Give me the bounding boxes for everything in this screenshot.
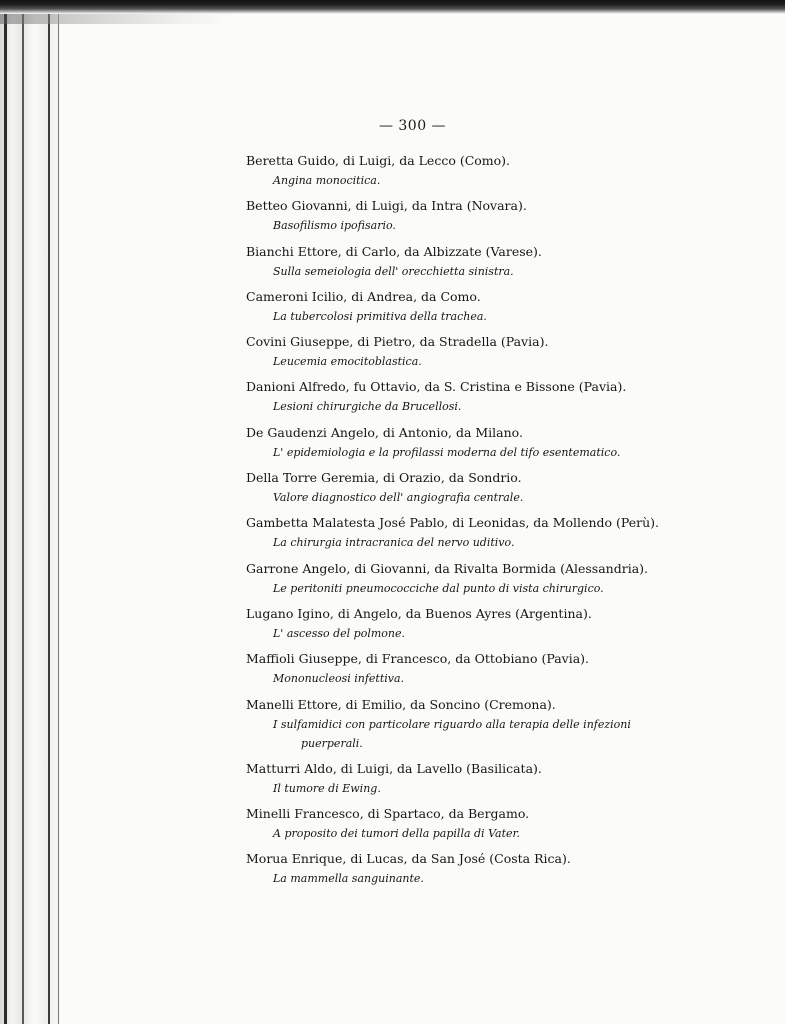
- thesis-title: I sulfamidici con particolare riguardo alla terapia delle infezioni: [273, 717, 631, 731]
- thesis-title: L' ascesso del polmone.: [273, 626, 405, 640]
- author-line: Covini Giuseppe, di Pietro, da Stradella (Pavia).: [246, 334, 549, 350]
- author-line: Cameroni Icilio, di Andrea, da Como.: [246, 288, 481, 304]
- list-item: [246, 423, 686, 468]
- list-item: [246, 804, 686, 849]
- thesis-title: La tubercolosi primitiva della trachea.: [273, 309, 487, 323]
- author-line: Garrone Angelo, di Giovanni, da Rivalta Bormida (Alessandria).: [246, 560, 648, 576]
- list-item: [246, 377, 686, 422]
- list-item: [246, 604, 686, 649]
- list-item: [246, 151, 686, 196]
- thesis-title: Angina monocitica.: [273, 174, 381, 187]
- list-item: [246, 332, 686, 377]
- thesis-title: Il tumore di Ewing.: [273, 781, 381, 795]
- thesis-title: A proposito dei tumori della papilla di Vater.: [273, 826, 521, 840]
- thesis-title: Le peritoniti pneumococciche dal punto di vista chirurgico.: [273, 581, 604, 595]
- binding-shadow-line: [48, 0, 50, 1024]
- list-item: [246, 695, 686, 759]
- thesis-title-block: [246, 715, 686, 753]
- author-line: De Gaudenzi Angelo, di Antonio, da Milano.: [246, 424, 523, 440]
- list-item: [246, 849, 686, 894]
- page-top-edge-shadow: [0, 0, 785, 14]
- thesis-title: Basofilismo ipofisario.: [273, 219, 396, 233]
- author-line: Minelli Francesco, di Spartaco, da Bergamo.: [246, 805, 530, 821]
- author-line: Maffioli Giuseppe, di Francesco, da Ottobiano (Pavia).: [246, 651, 590, 667]
- list-item: [246, 242, 686, 287]
- page-number: — 300 —: [378, 118, 447, 134]
- author-line: Matturri Aldo, di Luigi, da Lavello (Basilicata).: [246, 760, 542, 776]
- author-line: Morua Enrique, di Lucas, da San José (Costa Rica).: [246, 851, 571, 867]
- author-line: Lugano Igino, di Angelo, da Buenos Ayres (Argentina).: [246, 605, 592, 621]
- thesis-title: La chirurgia intracranica del nervo uditivo.: [273, 536, 515, 550]
- list-item: [246, 759, 686, 804]
- list-item: [246, 513, 686, 558]
- list-item: [246, 468, 686, 513]
- thesis-title: Valore diagnostico dell' angiografia centrale.: [273, 491, 524, 505]
- thesis-title: L' epidemiologia e la profilassi moderna del tifo esentematico.: [273, 445, 621, 459]
- author-line: Beretta Guido, di Luigi, da Lecco (Como).: [246, 153, 511, 168]
- thesis-title: Lesioni chirurgiche da Brucellosi.: [273, 400, 462, 414]
- binding-shadow-line: [58, 0, 59, 1024]
- list-item: [246, 287, 686, 332]
- page-top-edge-fade: [0, 14, 230, 24]
- list-item: [246, 649, 686, 694]
- author-line: Gambetta Malatesta José Pablo, di Leonidas, da Mollendo (Perù).: [246, 515, 660, 531]
- thesis-title: La mammella sanguinante.: [273, 872, 424, 886]
- list-item: [246, 559, 686, 604]
- book-binding-edge: [0, 0, 60, 1024]
- binding-shadow-line: [4, 0, 7, 1024]
- thesis-title: Sulla semeiologia dell' orecchietta sinistra.: [273, 264, 514, 278]
- author-line: Della Torre Geremia, di Orazio, da Sondrio.: [246, 470, 522, 486]
- thesis-list: [246, 151, 686, 894]
- thesis-title-continuation: puerperali.: [301, 736, 363, 750]
- thesis-title: Leucemia emocitoblastica.: [273, 355, 422, 369]
- author-line: Manelli Ettore, di Emilio, da Soncino (Cremona).: [246, 696, 556, 712]
- thesis-title: Mononucleosi infettiva.: [273, 672, 405, 686]
- author-line: Betteo Giovanni, di Luigi, da Intra (Novara).: [246, 198, 527, 214]
- binding-shadow-line: [22, 0, 24, 1024]
- list-item: [246, 196, 686, 241]
- author-line: Danioni Alfredo, fu Ottavio, da S. Cristina e Bissone (Pavia).: [246, 379, 627, 395]
- author-line: Bianchi Ettore, di Carlo, da Albizzate (Varese).: [246, 243, 542, 259]
